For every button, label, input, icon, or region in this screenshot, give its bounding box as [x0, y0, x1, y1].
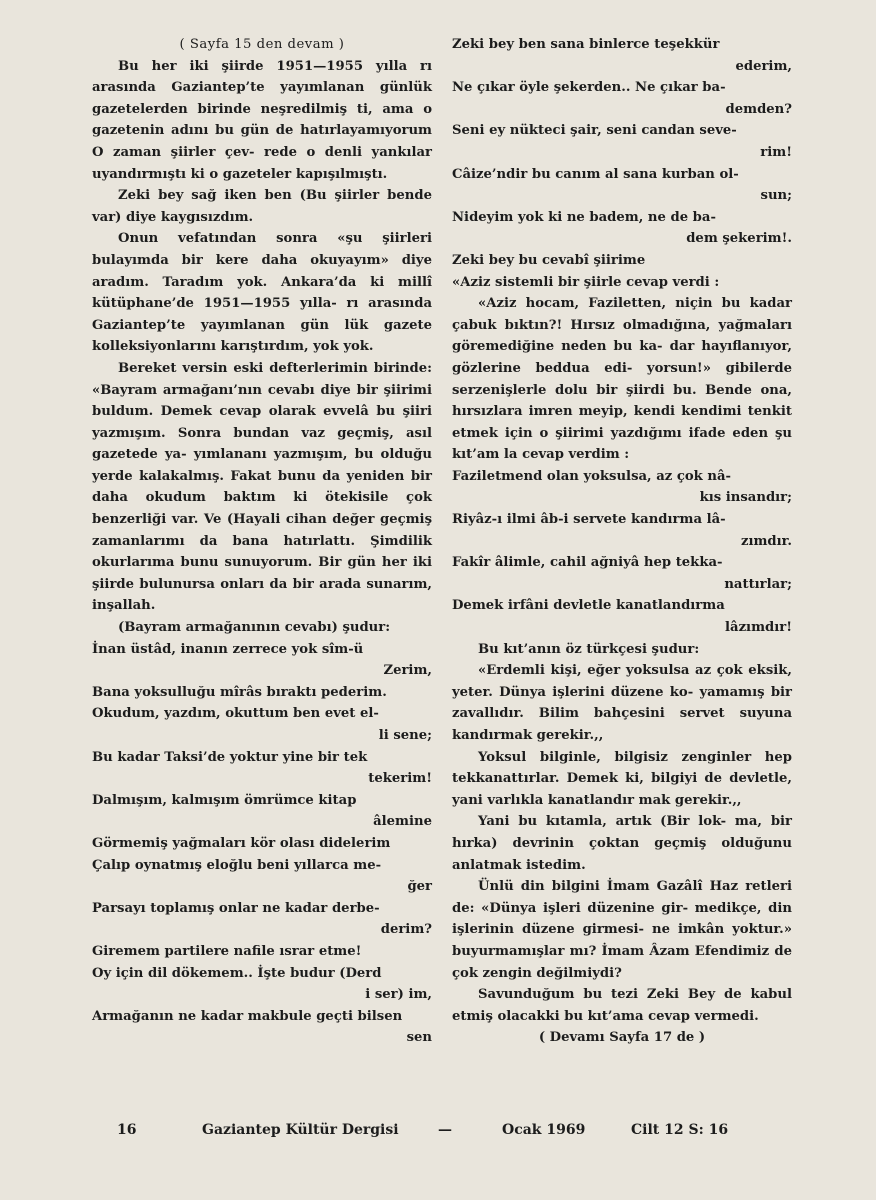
poem-line: ğer	[407, 879, 432, 895]
paragraph: Zeki bey sağ iken ben (Bu şiirler bende var) diye kaygısızdım.	[92, 188, 432, 225]
poem-line: Câize’ndir bu canım al sana kurban ol-	[452, 166, 739, 182]
poem-line: Ne çıkar öyle şekerden.. Ne çıkar ba-	[452, 80, 726, 96]
paragraph: «Erdemli kişi, eğer yoksulsa az çok eksik, yeter. Dünya işlerini düzene ko- yamamış bir zavallıdır. Bilim bahçesini servet suyuna kandırmak gerekir.,,	[452, 663, 792, 743]
poem-line: sen	[406, 1030, 432, 1046]
poem-line: demden?	[725, 101, 792, 117]
poem-right	[452, 34, 792, 250]
poem-line: dem şekerim!.	[686, 231, 792, 247]
poem-line: İnan üstâd, inanın zerrece yok sîm-ü	[92, 641, 364, 657]
poem-line: Bu kadar Taksi’de yoktur yine bir tek	[92, 749, 368, 765]
poem-line: nattırlar;	[724, 576, 792, 592]
poem-line: tekerim!	[368, 771, 432, 787]
poem-line: Nideyim yok ki ne badem, ne de ba-	[452, 209, 716, 225]
issue-date: Ocak 1969	[502, 1122, 586, 1138]
poem-left	[92, 639, 432, 1049]
page-footer	[0, 1122, 876, 1146]
paragraph: «Aziz sistemli bir şiirle cevap verdi :	[452, 274, 720, 290]
continued-to-note: ( Devamı Sayfa 17 de )	[538, 1030, 706, 1046]
poem-line: Armağanın ne kadar makbule geçti bilsen	[92, 1008, 403, 1024]
left-column	[92, 34, 432, 1049]
right-column	[452, 34, 792, 1049]
paragraph: Onun vefatından sonra «şu şiirleri bulayımda bir kere daha okuyayım» diye aradım. Taradım yok. Ankara’da ki millî kütüphane’de 1951—1955 yılla- rı arasında Gaziantep’te yayımlanan gün lük gazete kolleksiyonlarını karıştırdım, yok yok.	[92, 231, 432, 355]
poem-line: Görmemiş yağmaları kör olası didelerim	[92, 835, 391, 851]
volume-issue: Cilt 12 S: 16	[631, 1122, 729, 1138]
poem-line: lâzımdır!	[725, 620, 792, 636]
paragraph: Yani bu kıtamla, artık (Bir lok- ma, bir hırka) devrinin çoktan geçmiş olduğunu anlatmak istedim.	[452, 814, 792, 873]
poem-line: Oy için dil dökemem.. İşte budur (Derd	[92, 965, 382, 981]
continued-from-note: ( Sayfa 15 den devam )	[179, 37, 345, 52]
poem-quatrain	[452, 466, 792, 639]
poem-line: Okudum, yazdım, okuttum ben evet el-	[92, 706, 379, 722]
poem-line: sun;	[760, 188, 792, 204]
poem-line: Faziletmend olan yoksulsa, az çok nâ-	[452, 468, 732, 484]
footer-dash: —	[438, 1122, 452, 1138]
poem-line: Fakîr âlimle, cahil ağniyâ hep tekka-	[452, 555, 723, 571]
poem-line: Giremem partilere nafile ısrar etme!	[92, 943, 362, 959]
poem-line: ederim,	[735, 58, 792, 74]
poem-line: Dalmışım, kalmışım ömrümce kitap	[92, 792, 357, 808]
paragraph: Bu kıt’anın öz türkçesi şudur:	[478, 641, 700, 657]
paragraph: «Aziz hocam, Faziletten, niçin bu kadar çabuk bıktın?! Hırsız olmadığına, yağmaları göremediğine neden bu ka- dar hayıflanıyor, gözlerine beddua edi- yorsun!» gibilerde serzenişlerle dolu bir şiirdi bu. Bende ona, hırsızlara imren meyip, kendi kendimi tenkit etmek için o şiirimi yazdığımı ifade eden şu kıt’am la cevap verdim :	[452, 296, 792, 463]
poem-line: Bana yoksulluğu mîrâs bıraktı pederim.	[92, 684, 387, 700]
poem-line: âlemine	[373, 814, 432, 830]
poem-line: Riyâz-ı ilmi âb-i servete kandırma lâ-	[452, 512, 726, 528]
poem-line: kıs insandır;	[699, 490, 792, 506]
paragraph: Bu her iki şiirde 1951—1955 yılla rı arasında Gaziantep’te yayımlanan günlük gazetelerden birinde neşredilmiş ti, ama o gazetenin adını bu gün de hatırlayamıyorum O zaman şiirler çev- rede o denli yankılar uyandırmıştı ki o gazeteler kapışılmıştı.	[92, 58, 432, 182]
poem-line: rim!	[760, 144, 792, 160]
page-number: 16	[117, 1122, 137, 1138]
poem-line: Seni ey nükteci şair, seni candan seve-	[452, 123, 737, 139]
poem-line: zımdır.	[740, 533, 792, 549]
poem-line: derim?	[380, 922, 432, 938]
magazine-title: Gaziantep Kültür Dergisi	[202, 1122, 399, 1138]
poem-line: li sene;	[378, 728, 432, 743]
paragraph: Savunduğum bu tezi Zeki Bey de kabul etmiş olacakki bu kıt’ama cevap vermedi.	[452, 987, 792, 1024]
poem-line: Parsayı toplamış onlar ne kadar derbe-	[92, 900, 380, 916]
poem-line: Zerim,	[383, 663, 432, 679]
paragraph: Zeki bey bu cevabî şiirime	[452, 252, 646, 268]
paragraph: Ünlü din bilgini İmam Gazâlî Haz retleri de: «Dünya işleri düzenine gir- medikçe, din işlerinin düzene girmesi- ne imkân yoktur.» buyurmamışlar mı? İmam Âzam Efendimiz de çok zengin değilmiydi?	[452, 879, 792, 981]
paragraph: Yoksul bilginle, bilgisiz zenginler hep tekkanattırlar. Demek ki, bilgiyi de devletle, yani varlıkla kanatlandır mak gerekir.,,	[452, 749, 792, 808]
poem-line: Demek irfâni devletle kanatlandırma	[452, 598, 725, 614]
poem-line: i ser) im,	[365, 987, 432, 1003]
paragraph: Bereket versin eski defterlerimin birinde: «Bayram armağanı’nın cevabı diye bir şiirimi buldum. Demek cevap olarak evvelâ bu şiiri yazmışım. Sonra bundan vaz geçmiş, asıl gazetede ya- yımlananı yazmışım, bu olduğu yerde kalakalmış. Fakat bunu da yeniden bir daha okudum baktım ki ötekisile çok benzerliği var. Ve (Hayali cihan değer geçmiş zamanlarımı da bana hatırlattı. Şimdilik okurlarıma bunu sunuyorum. Bir gün her iki şiirde bulunursa onları da bir arada sunarım, inşallah.	[92, 360, 432, 614]
poem-line: Çalıp oynatmış eloğlu beni yıllarca me-	[92, 857, 382, 873]
paragraph: (Bayram armağanının cevabı) şudur:	[118, 620, 391, 636]
poem-line: Zeki bey ben sana binlerce teşekkür	[452, 37, 720, 52]
